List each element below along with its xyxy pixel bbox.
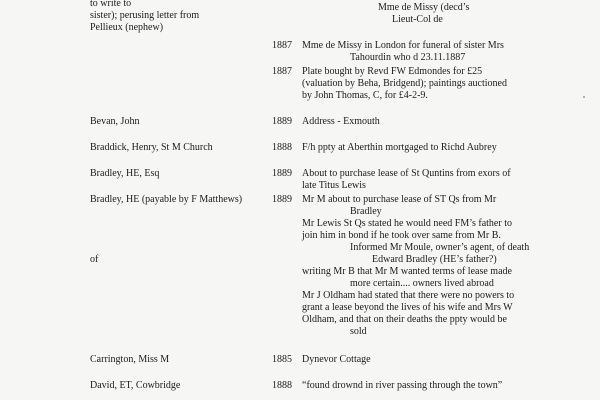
entry-year: 1887 [272, 66, 292, 77]
entry-year: 1888 [272, 380, 292, 391]
text-line: Mr Lewis St Qs stated he would need FM’s father to [302, 218, 512, 229]
text-line: late Titus Lewis [302, 180, 366, 191]
text-line: writing Mr B that Mr M wanted terms of lease made [302, 266, 512, 277]
entry-text: Address - Exmouth [302, 116, 380, 127]
text-line: Mr J Oldham had stated that there were no powers to [302, 290, 515, 301]
entry-year: 1889 [272, 194, 292, 205]
text-line: by John Thomas, C, for £4-2-9. [302, 90, 428, 101]
entry-year: 1889 [272, 116, 292, 127]
text-line: Oldham, and that on their deaths the ppty would be [302, 314, 507, 325]
entry-text: F/h ppty at Aberthin mortgaged to Richd Aubrey [302, 142, 497, 153]
text-line: Pellieux (nephew) [90, 22, 164, 33]
text-line: Plate bought by Revd FW Edmondes for £25 [302, 66, 483, 77]
text-line: Mr M about to purchase lease of ST Qs from Mr [302, 194, 497, 205]
entry-text: “found drownd in river passing through the town” [302, 380, 503, 391]
text-line: Informed Mr Moule, owner’s agent, of death [350, 242, 530, 253]
top-continuation-entry [378, 2, 558, 26]
entry-name: Bradley, HE, Esq [90, 168, 160, 179]
text-line: more certain.... owners lived abroad [350, 278, 494, 289]
entry-year: 1888 [272, 142, 292, 153]
text-line: Tahourdin who d 23.11.1887 [350, 52, 466, 63]
entry-name: Bradley, HE (payable by F Matthews) [90, 194, 243, 205]
entry-text [302, 194, 542, 338]
text-line: sister); perusing letter from [90, 10, 200, 21]
entry-name: Carrington, Miss M [90, 354, 170, 365]
text-line: sold [350, 326, 367, 337]
entry-name: Braddick, Henry, St M Church [90, 142, 213, 153]
entry-text [302, 168, 542, 192]
entry-year: 1889 [272, 168, 292, 179]
text-line: Lieut-Col de [392, 14, 443, 25]
text-line: Mme de Missy in London for funeral of sister Mrs [302, 40, 504, 51]
text-line: (valuation by Beha, Bridgend); paintings auctioned [302, 78, 507, 89]
text-line: Mme de Missy (decd’s [378, 2, 470, 13]
top-continuation-name [90, 0, 270, 34]
entry-text [302, 40, 542, 64]
text-line: About to purchase lease of St Quntins from exors of [302, 168, 511, 179]
entry-text: Dynevor Cottage [302, 354, 371, 365]
text-line: join him in bond if he took over same from Mr B. [302, 230, 501, 241]
entry-name-continuation: of [90, 254, 99, 265]
entry-name: David, ET, Cowbridge [90, 380, 181, 391]
text-line: grant a lease beyond the lives of his wife and Mrs W [302, 302, 513, 313]
entry-text [302, 66, 542, 102]
entry-year: 1885 [272, 354, 292, 365]
text-line: Bradley [350, 206, 382, 217]
entry-year: 1887 [272, 40, 292, 51]
scan-speck [583, 96, 585, 98]
entry-name: Bevan, John [90, 116, 140, 127]
text-line: to write to [90, 0, 132, 9]
text-line: Edward Bradley (HE’s father?) [372, 254, 497, 265]
